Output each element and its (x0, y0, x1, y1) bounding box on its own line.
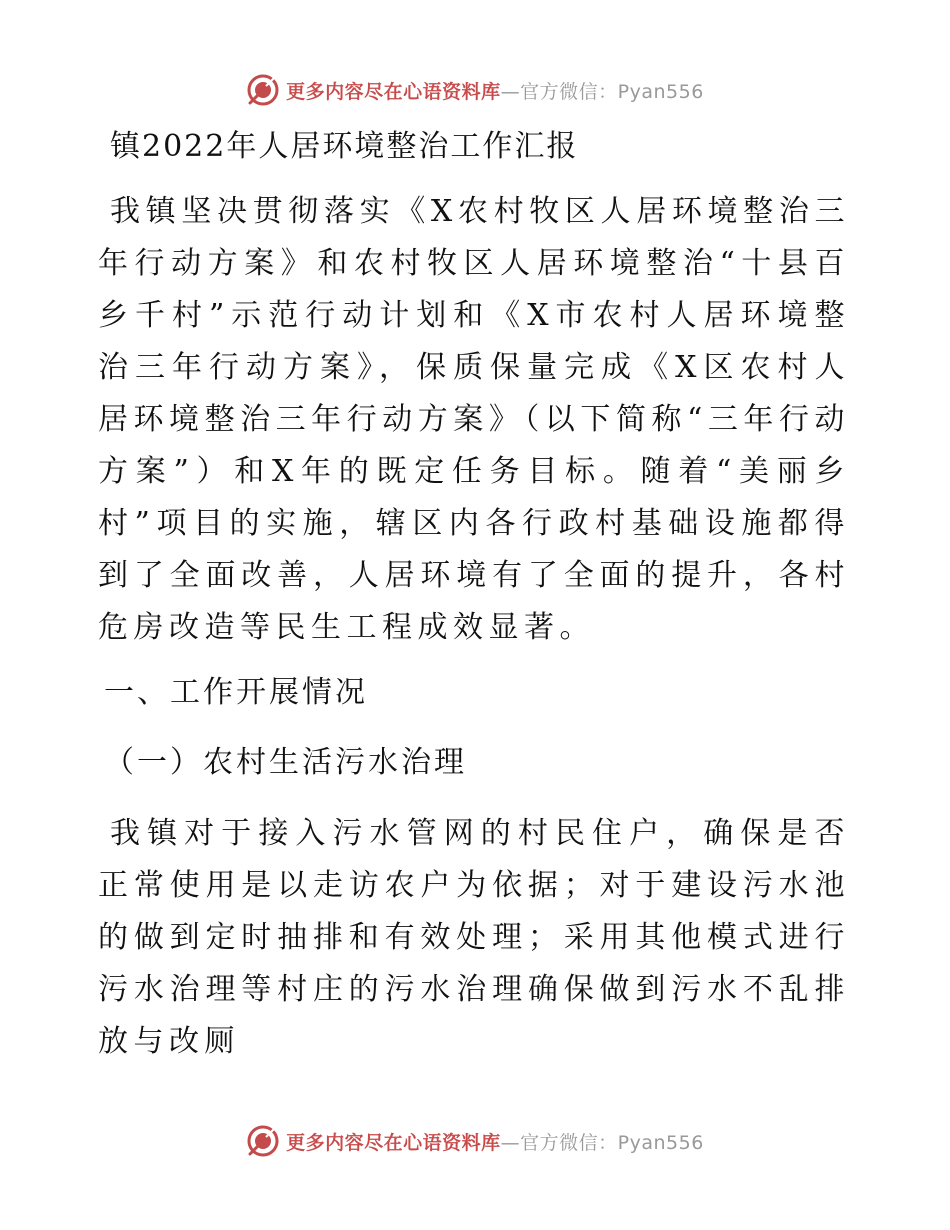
sewage-paragraph: 我镇对于接入污水管网的村民住户，确保是否正常使用是以走访农户为依据；对于建设污水池的做到定时抽排和有效处理；采用其他模式进行污水治理等村庄的污水治理确保做到污水不乱排放与改厕 (98, 816, 850, 1059)
watermark-contact-text: 官方微信：Pyan556 (520, 1131, 704, 1154)
watermark-footer (0, 1121, 950, 1161)
document-body (98, 122, 850, 1082)
red-seal-pen-icon (246, 73, 280, 107)
watermark-text (286, 77, 704, 104)
watermark-separator: — (500, 80, 521, 103)
watermark-brand-text: 更多内容尽在心语资料库 (286, 1131, 501, 1154)
watermark-header (0, 70, 950, 110)
watermark-text (286, 1128, 704, 1155)
watermark-contact-text: 官方微信：Pyan556 (520, 80, 704, 103)
watermark-brand-text: 更多内容尽在心语资料库 (286, 80, 501, 103)
document-title: 镇2022年人居环境整治工作汇报 (110, 129, 579, 164)
red-seal-pen-icon (246, 1124, 280, 1158)
watermark-separator: — (500, 1131, 521, 1154)
subsection-heading-sewage: （一）农村生活污水治理 (104, 745, 467, 780)
section-heading-work-progress: 一、工作开展情况 (104, 675, 368, 710)
intro-paragraph: 我镇坚决贯彻落实《X农村牧区人居环境整治三年行动方案》和农村牧区人居环境整治“十县百乡千村”示范行动计划和《X市农村人居环境整治三年行动方案》，保质保量完成《X区农村人居环境整治三年行动方案》（以下简称“三年行动方案”）和X年的既定任务目标。随着“美丽乡村”项目的实施，辖区内各行政村基础设施都得到了全面改善，人居环境有了全面的提升，各村危房改造等民生工程成效显著。 (98, 194, 850, 645)
